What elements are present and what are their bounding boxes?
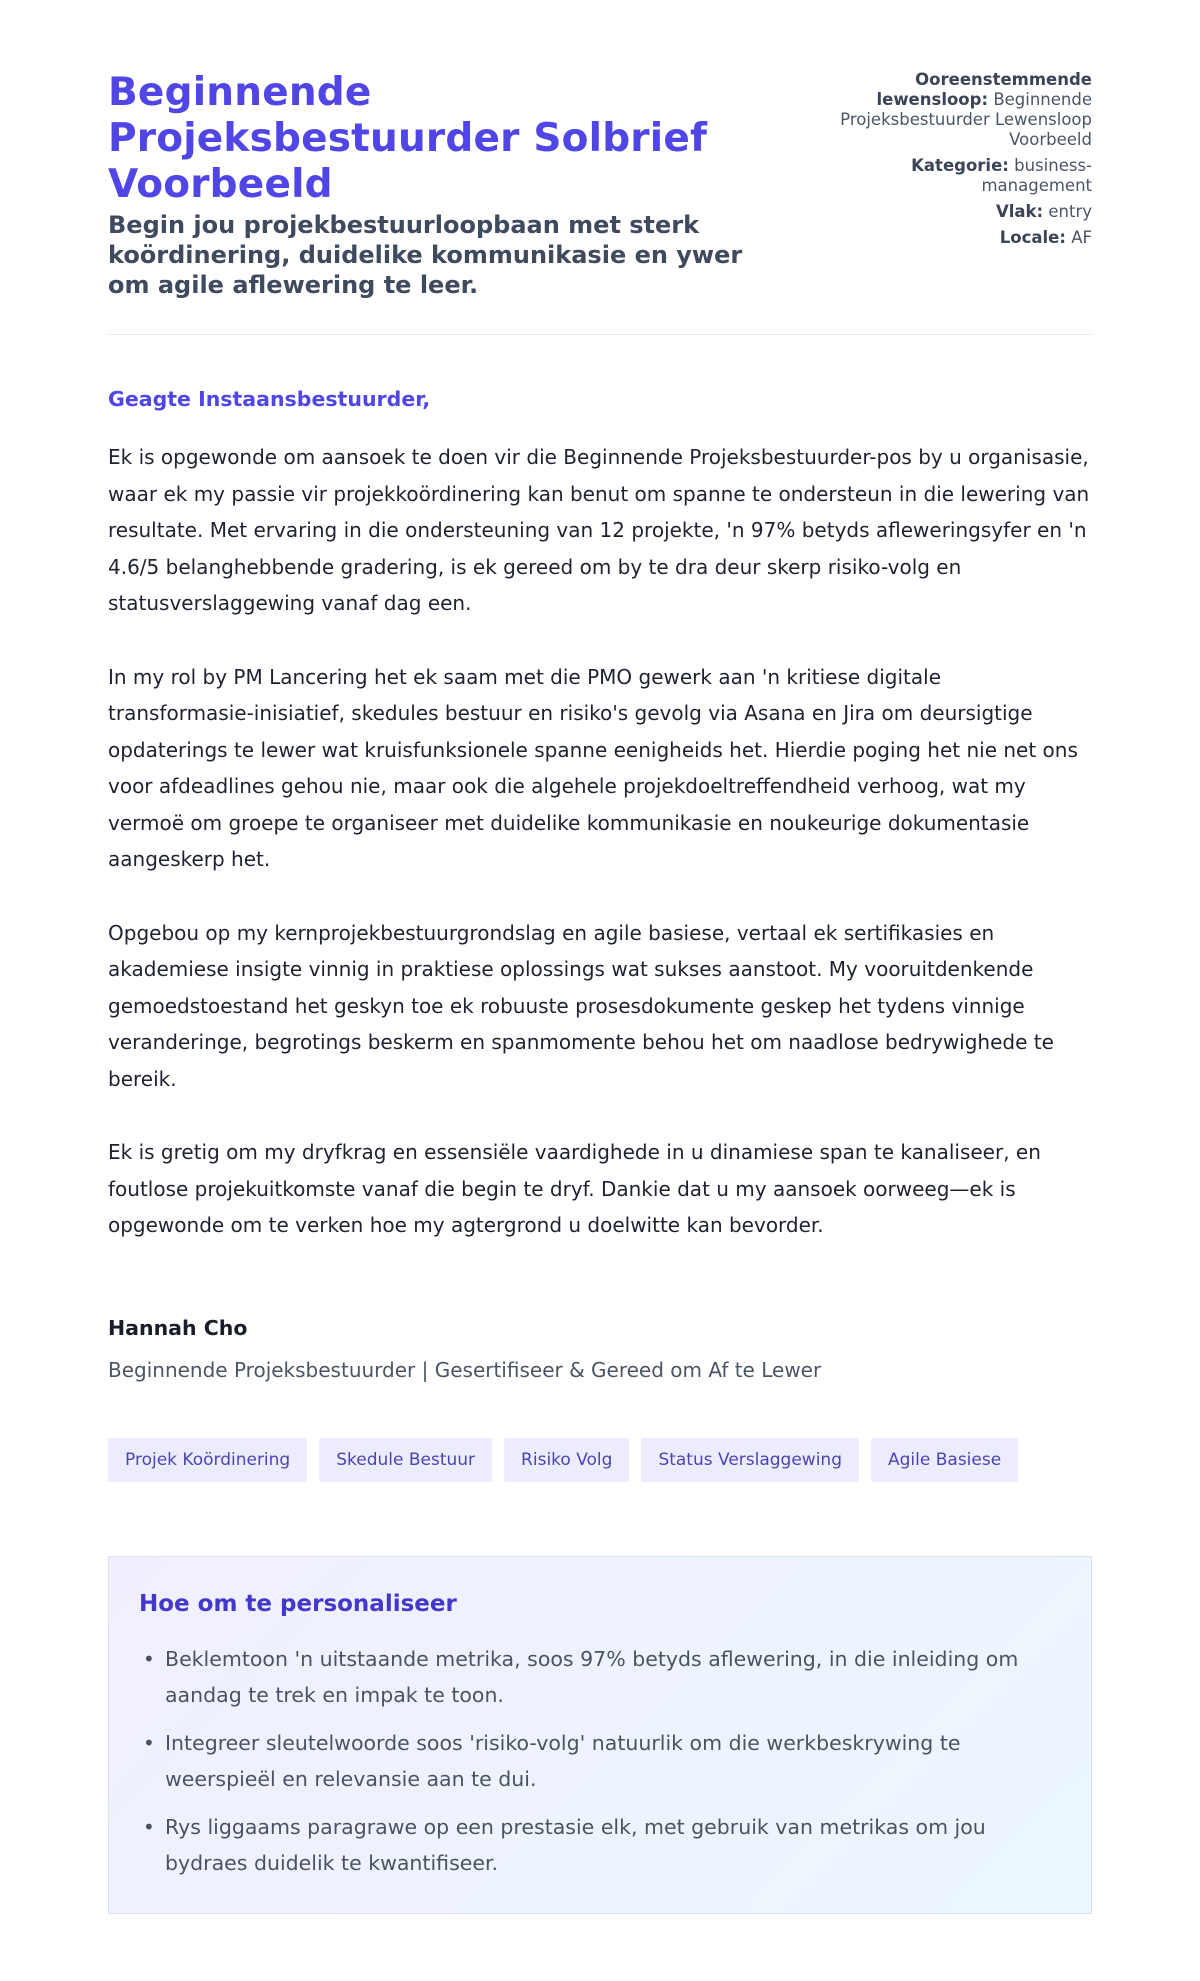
letter-paragraph: Ek is opgewonde om aansoek te doen vir die Beginnende Projeksbestuurder-pos by u organisasie, waar ek my passie vir projekkoördinering kan benut om spanne te ondersteun in die lewering van resultate. Met ervaring in die ondersteuning van 12 projekte, 'n 97% betyds afleweringsyfer en 'n 4.6/5 belanghebbende gradering, is ek gereed om by te dra deur skerp risiko-volg en statusverslaggewing vanaf dag een. bbox=[108, 445, 1090, 615]
letter-paragraph: Ek is gretig om my dryfkrag en essensiële vaardighede in u dinamiese span te kanaliseer, en foutlose projekuitkomste vanaf die begin te dryf. Dankie dat u my aansoek oorweeg—ek is opgewonde om te verken hoe my agtergrond u doelwitte kan bevorder. bbox=[108, 1140, 1041, 1237]
skill-tag: Status Verslaggewing bbox=[641, 1438, 859, 1482]
meta-label: Locale: bbox=[999, 228, 1066, 247]
meta-category bbox=[822, 156, 1092, 196]
signature-title: Beginnende Projeksbestuurder | Gesertifiseer & Gereed om Af te Lewer bbox=[108, 1357, 822, 1382]
tip-text: Rys liggaams paragrawe op een prestasie elk, met gebruik van metrikas om jou bydraes duidelik te kwantifiseer. bbox=[165, 1814, 986, 1875]
letter-body bbox=[108, 335, 1092, 1244]
tip-text: Integreer sleutelwoorde soos 'risiko-volg' natuurlik om die werkbeskrywing te weerspieël en relevansie aan te dui. bbox=[165, 1730, 961, 1791]
tip-text: Beklemtoon 'n uitstaande metrika, soos 97% betyds aflewering, in die inleiding om aandag te trek en impak te toon. bbox=[165, 1646, 1019, 1707]
meta-value: business-management bbox=[981, 156, 1092, 195]
tips-title: Hoe om te personaliseer bbox=[139, 1590, 457, 1617]
bullet-icon: • bbox=[143, 1646, 155, 1671]
header-title-block bbox=[108, 70, 748, 300]
page-subtitle: Begin jou projekbestuurloopbaan met sterk koördinering, duidelike kommunikasie en ywer om agile aflewering te leer. bbox=[108, 211, 743, 299]
letter-paragraph: In my rol by PM Lancering het ek saam met die PMO gewerk aan 'n kritiese digitale transformasie-inisiatief, skedules bestuur en risiko's gevolg via Asana en Jira om deursigtige opdaterings te lewer wat kruisfunksionele spanne eenigheids het. Hierdie poging het nie net ons voor afdeadlines gehou nie, maar ook die algehele projekdoeltreffendheid verhoog, wat my vermoë om groepe te organiseer met duidelike kommunikasie en noukeurige dokumentasie aangeskerp het. bbox=[108, 664, 1078, 871]
meta-panel bbox=[822, 70, 1092, 254]
signature-block bbox=[108, 1314, 1092, 1384]
page-header bbox=[108, 70, 1092, 335]
meta-matching-resume bbox=[822, 70, 1092, 150]
skill-tag: Projek Koördinering bbox=[108, 1438, 307, 1482]
meta-value: Beginnende Projeksbestuurder Lewensloop Voorbeeld bbox=[840, 90, 1092, 149]
skill-tag: Skedule Bestuur bbox=[319, 1438, 492, 1482]
meta-value: entry bbox=[1048, 202, 1092, 221]
tips-list-item bbox=[139, 1809, 1061, 1881]
meta-level bbox=[822, 202, 1092, 222]
meta-label: Ooreenstemmende lewensloop: bbox=[876, 70, 1092, 109]
meta-value: AF bbox=[1071, 228, 1092, 247]
tips-list-item bbox=[139, 1725, 1061, 1797]
bullet-icon: • bbox=[143, 1814, 155, 1839]
tips-list-item bbox=[139, 1641, 1061, 1713]
letter-paragraph: Opgebou op my kernprojekbestuurgrondslag en agile basiese, vertaal ek sertifikasies en akademiese insigte vinnig in praktiese oplossings wat sukses aanstoot. My vooruitdenkende gemoedstoestand het geskyn toe ek robuuste prosesdokumente geskep het tydens vinnige veranderinge, begrotings beskerm en spanmomente behou het om naadlose bedrywighede te bereik. bbox=[108, 920, 1054, 1091]
personalization-tips-box bbox=[108, 1556, 1092, 1914]
meta-label: Kategorie: bbox=[911, 156, 1009, 175]
meta-locale bbox=[822, 228, 1092, 248]
signature-name: Hannah Cho bbox=[108, 1315, 248, 1340]
skill-tags bbox=[108, 1438, 1092, 1482]
skill-tag: Agile Basiese bbox=[871, 1438, 1018, 1482]
letter-greeting: Geagte Instaansbestuurder, bbox=[108, 387, 431, 411]
skill-tag: Risiko Volg bbox=[504, 1438, 629, 1482]
page-title: Beginnende Projeksbestuurder Solbrief Voorbeeld bbox=[108, 70, 708, 207]
tips-list bbox=[139, 1641, 1061, 1881]
meta-label: Vlak: bbox=[995, 202, 1044, 221]
bullet-icon: • bbox=[143, 1730, 155, 1755]
